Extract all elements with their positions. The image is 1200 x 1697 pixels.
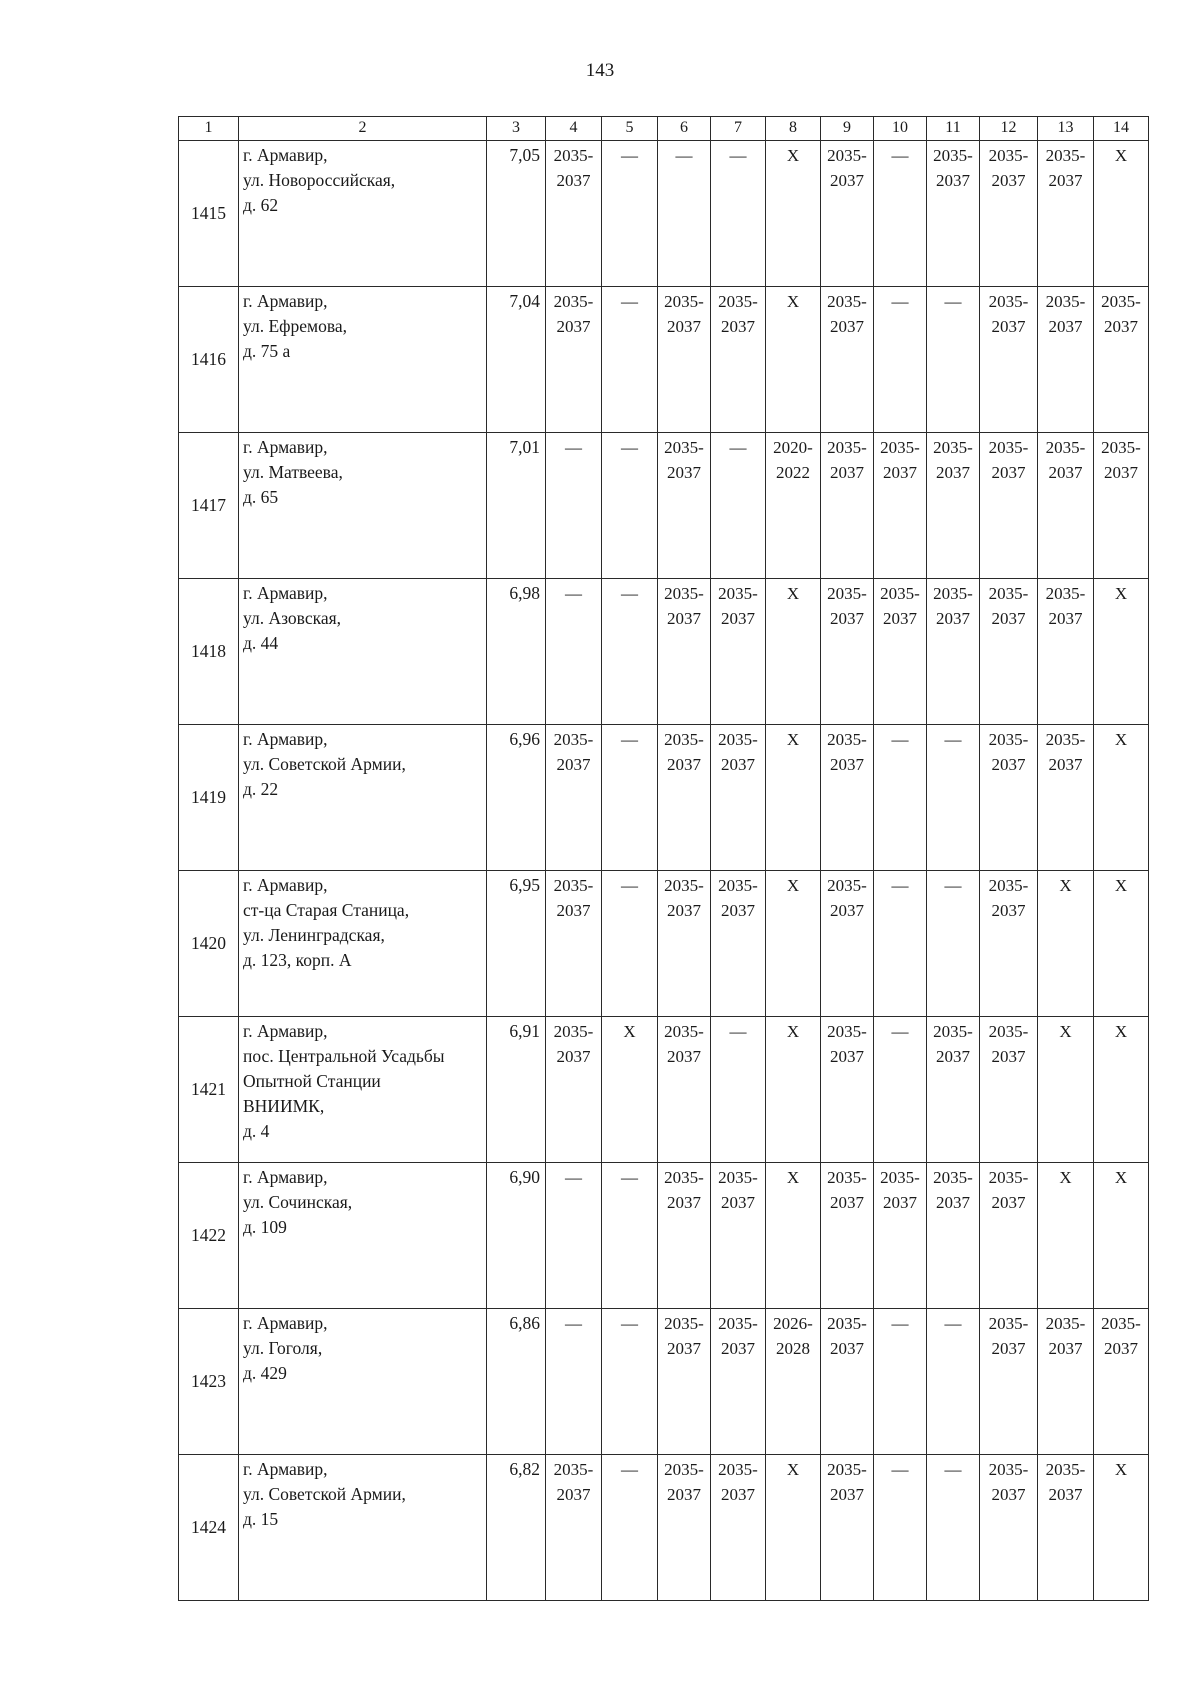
address-line: г. Армавир, [243, 875, 328, 895]
period-cell-col-4: — [546, 579, 602, 725]
address-line: ул. Матвеева, [243, 462, 343, 482]
table-row [179, 1455, 1149, 1601]
column-number-4: 4 [546, 117, 602, 141]
period-cell-col-7: 2035- 2037 [711, 579, 766, 725]
period-cell-col-10: — [874, 287, 927, 433]
address-cell [239, 1017, 487, 1163]
address-line: ул. Ефремова, [243, 316, 348, 336]
address-line: ул. Советской Армии, [243, 1484, 406, 1504]
address-line: д. 4 [243, 1121, 270, 1141]
period-cell-col-5: — [602, 287, 658, 433]
period-cell-col-10: — [874, 1309, 927, 1455]
address-line: г. Армавир, [243, 1459, 328, 1479]
table-row [179, 1163, 1149, 1309]
address-cell [239, 1309, 487, 1455]
period-cell-col-10: — [874, 1017, 927, 1163]
period-cell-col-7: 2035- 2037 [711, 287, 766, 433]
period-cell-col-4: 2035- 2037 [546, 141, 602, 287]
value-cell: 7,01 [487, 433, 546, 579]
row-number: 1421 [179, 1017, 239, 1163]
period-cell-col-10: — [874, 1455, 927, 1601]
period-cell-col-12: 2035- 2037 [980, 1455, 1038, 1601]
period-cell-col-10: — [874, 871, 927, 1017]
row-number: 1417 [179, 433, 239, 579]
period-cell-col-8: X [766, 287, 821, 433]
period-cell-col-9: 2035- 2037 [821, 1309, 874, 1455]
period-cell-col-5: — [602, 141, 658, 287]
column-number-row [179, 117, 1149, 141]
address-line: ВНИИМК, [243, 1096, 325, 1116]
address-cell [239, 1163, 487, 1309]
value-cell: 6,82 [487, 1455, 546, 1601]
period-cell-col-12: 2035- 2037 [980, 579, 1038, 725]
row-number: 1424 [179, 1455, 239, 1601]
period-cell-col-7: — [711, 433, 766, 579]
address-line: г. Армавир, [243, 291, 328, 311]
column-number-6: 6 [658, 117, 711, 141]
row-number: 1422 [179, 1163, 239, 1309]
period-cell-col-13: 2035- 2037 [1038, 141, 1094, 287]
period-cell-col-4: 2035- 2037 [546, 287, 602, 433]
value-cell: 6,90 [487, 1163, 546, 1309]
period-cell-col-11: 2035- 2037 [927, 579, 980, 725]
address-line: ул. Сочинская, [243, 1192, 353, 1212]
period-cell-col-6: 2035- 2037 [658, 579, 711, 725]
period-cell-col-11: 2035- 2037 [927, 1163, 980, 1309]
period-cell-col-10: — [874, 725, 927, 871]
period-cell-col-6: 2035- 2037 [658, 287, 711, 433]
period-cell-col-14: X [1094, 141, 1149, 287]
period-cell-col-4: 2035- 2037 [546, 725, 602, 871]
table-body [179, 117, 1149, 1601]
address-line: ул. Азовская, [243, 608, 342, 628]
period-cell-col-7: 2035- 2037 [711, 725, 766, 871]
address-line: пос. Центральной Усадьбы [243, 1046, 445, 1066]
table-row [179, 141, 1149, 287]
period-cell-col-5: X [602, 1017, 658, 1163]
column-number-8: 8 [766, 117, 821, 141]
row-number: 1415 [179, 141, 239, 287]
period-cell-col-8: X [766, 579, 821, 725]
period-cell-col-14: 2035- 2037 [1094, 433, 1149, 579]
period-cell-col-12: 2035- 2037 [980, 1309, 1038, 1455]
period-cell-col-5: — [602, 871, 658, 1017]
value-cell: 6,86 [487, 1309, 546, 1455]
period-cell-col-4: — [546, 433, 602, 579]
period-cell-col-12: 2035- 2037 [980, 287, 1038, 433]
address-cell [239, 141, 487, 287]
period-cell-col-14: X [1094, 579, 1149, 725]
period-cell-col-8: 2026- 2028 [766, 1309, 821, 1455]
period-cell-col-4: 2035- 2037 [546, 1455, 602, 1601]
period-cell-col-10: 2035- 2037 [874, 579, 927, 725]
period-cell-col-11: — [927, 287, 980, 433]
period-cell-col-12: 2035- 2037 [980, 1017, 1038, 1163]
period-cell-col-11: — [927, 725, 980, 871]
period-cell-col-5: — [602, 1455, 658, 1601]
period-cell-col-4: — [546, 1163, 602, 1309]
table-row [179, 1309, 1149, 1455]
period-cell-col-11: — [927, 1455, 980, 1601]
address-cell [239, 433, 487, 579]
period-cell-col-14: 2035- 2037 [1094, 1309, 1149, 1455]
period-cell-col-7: 2035- 2037 [711, 1455, 766, 1601]
period-cell-col-6: 2035- 2037 [658, 433, 711, 579]
period-cell-col-10: 2035- 2037 [874, 1163, 927, 1309]
column-number-7: 7 [711, 117, 766, 141]
column-number-3: 3 [487, 117, 546, 141]
period-cell-col-14: X [1094, 725, 1149, 871]
address-line: г. Армавир, [243, 145, 328, 165]
period-cell-col-14: X [1094, 1163, 1149, 1309]
period-cell-col-5: — [602, 725, 658, 871]
period-cell-col-9: 2035- 2037 [821, 1455, 874, 1601]
schedule-table [178, 116, 1149, 1601]
period-cell-col-13: X [1038, 871, 1094, 1017]
value-cell: 6,98 [487, 579, 546, 725]
period-cell-col-8: X [766, 1163, 821, 1309]
period-cell-col-6: 2035- 2037 [658, 1163, 711, 1309]
period-cell-col-13: 2035- 2037 [1038, 579, 1094, 725]
table-row [179, 1017, 1149, 1163]
period-cell-col-8: X [766, 141, 821, 287]
address-line: д. 22 [243, 779, 279, 799]
period-cell-col-13: 2035- 2037 [1038, 433, 1094, 579]
period-cell-col-11: 2035- 2037 [927, 433, 980, 579]
address-line: д. 15 [243, 1509, 279, 1529]
column-number-9: 9 [821, 117, 874, 141]
period-cell-col-5: — [602, 579, 658, 725]
column-number-2: 2 [239, 117, 487, 141]
period-cell-col-7: — [711, 141, 766, 287]
period-cell-col-6: 2035- 2037 [658, 1455, 711, 1601]
address-cell [239, 871, 487, 1017]
address-line: г. Армавир, [243, 1167, 328, 1187]
period-cell-col-9: 2035- 2037 [821, 141, 874, 287]
address-line: г. Армавир, [243, 1313, 328, 1333]
value-cell: 7,05 [487, 141, 546, 287]
period-cell-col-14: X [1094, 1017, 1149, 1163]
period-cell-col-11: 2035- 2037 [927, 1017, 980, 1163]
period-cell-col-8: X [766, 871, 821, 1017]
address-line: д. 429 [243, 1363, 287, 1383]
column-number-11: 11 [927, 117, 980, 141]
period-cell-col-6: 2035- 2037 [658, 1017, 711, 1163]
address-line: г. Армавир, [243, 729, 328, 749]
period-cell-col-9: 2035- 2037 [821, 1163, 874, 1309]
column-number-14: 14 [1094, 117, 1149, 141]
row-number: 1420 [179, 871, 239, 1017]
period-cell-col-4: — [546, 1309, 602, 1455]
period-cell-col-12: 2035- 2037 [980, 433, 1038, 579]
period-cell-col-9: 2035- 2037 [821, 433, 874, 579]
address-line: д. 62 [243, 195, 279, 215]
address-line: д. 65 [243, 487, 279, 507]
address-line: г. Армавир, [243, 1021, 328, 1041]
value-cell: 6,95 [487, 871, 546, 1017]
table-row [179, 871, 1149, 1017]
address-line: д. 123, корп. А [243, 950, 352, 970]
period-cell-col-5: — [602, 1309, 658, 1455]
period-cell-col-13: X [1038, 1017, 1094, 1163]
period-cell-col-11: — [927, 871, 980, 1017]
table-row [179, 433, 1149, 579]
table-row [179, 725, 1149, 871]
period-cell-col-7: 2035- 2037 [711, 871, 766, 1017]
period-cell-col-14: 2035- 2037 [1094, 287, 1149, 433]
row-number: 1423 [179, 1309, 239, 1455]
period-cell-col-4: 2035- 2037 [546, 871, 602, 1017]
period-cell-col-8: X [766, 1455, 821, 1601]
column-number-5: 5 [602, 117, 658, 141]
column-number-1: 1 [179, 117, 239, 141]
value-cell: 6,96 [487, 725, 546, 871]
period-cell-col-5: — [602, 1163, 658, 1309]
value-cell: 6,91 [487, 1017, 546, 1163]
period-cell-col-13: X [1038, 1163, 1094, 1309]
period-cell-col-10: — [874, 141, 927, 287]
period-cell-col-11: 2035- 2037 [927, 141, 980, 287]
period-cell-col-6: — [658, 141, 711, 287]
period-cell-col-8: X [766, 1017, 821, 1163]
address-line: д. 44 [243, 633, 279, 653]
period-cell-col-12: 2035- 2037 [980, 871, 1038, 1017]
period-cell-col-10: 2035- 2037 [874, 433, 927, 579]
period-cell-col-7: — [711, 1017, 766, 1163]
table-row [179, 287, 1149, 433]
period-cell-col-7: 2035- 2037 [711, 1309, 766, 1455]
address-line: ул. Ленинградская, [243, 925, 385, 945]
period-cell-col-12: 2035- 2037 [980, 1163, 1038, 1309]
address-line: ст-ца Старая Станица, [243, 900, 410, 920]
column-number-10: 10 [874, 117, 927, 141]
page-number: 143 [585, 60, 615, 81]
period-cell-col-7: 2035- 2037 [711, 1163, 766, 1309]
address-line: ул. Гоголя, [243, 1338, 323, 1358]
period-cell-col-5: — [602, 433, 658, 579]
period-cell-col-6: 2035- 2037 [658, 1309, 711, 1455]
period-cell-col-13: 2035- 2037 [1038, 725, 1094, 871]
table-row [179, 579, 1149, 725]
period-cell-col-6: 2035- 2037 [658, 871, 711, 1017]
address-line: г. Армавир, [243, 437, 328, 457]
address-line: ул. Советской Армии, [243, 754, 406, 774]
address-cell [239, 1455, 487, 1601]
period-cell-col-13: 2035- 2037 [1038, 287, 1094, 433]
period-cell-col-8: X [766, 725, 821, 871]
period-cell-col-9: 2035- 2037 [821, 287, 874, 433]
address-cell [239, 725, 487, 871]
period-cell-col-8: 2020- 2022 [766, 433, 821, 579]
address-cell [239, 579, 487, 725]
period-cell-col-12: 2035- 2037 [980, 725, 1038, 871]
period-cell-col-13: 2035- 2037 [1038, 1309, 1094, 1455]
period-cell-col-9: 2035- 2037 [821, 1017, 874, 1163]
column-number-13: 13 [1038, 117, 1094, 141]
period-cell-col-4: 2035- 2037 [546, 1017, 602, 1163]
row-number: 1416 [179, 287, 239, 433]
address-line: д. 109 [243, 1217, 287, 1237]
period-cell-col-14: X [1094, 871, 1149, 1017]
row-number: 1418 [179, 579, 239, 725]
period-cell-col-13: 2035- 2037 [1038, 1455, 1094, 1601]
column-number-12: 12 [980, 117, 1038, 141]
address-line: г. Армавир, [243, 583, 328, 603]
period-cell-col-6: 2035- 2037 [658, 725, 711, 871]
address-line: Опытной Станции [243, 1071, 381, 1091]
address-cell [239, 287, 487, 433]
period-cell-col-11: — [927, 1309, 980, 1455]
period-cell-col-9: 2035- 2037 [821, 579, 874, 725]
value-cell: 7,04 [487, 287, 546, 433]
period-cell-col-9: 2035- 2037 [821, 725, 874, 871]
address-line: ул. Новороссийская, [243, 170, 396, 190]
period-cell-col-12: 2035- 2037 [980, 141, 1038, 287]
period-cell-col-9: 2035- 2037 [821, 871, 874, 1017]
period-cell-col-14: X [1094, 1455, 1149, 1601]
address-line: д. 75 а [243, 341, 291, 361]
row-number: 1419 [179, 725, 239, 871]
